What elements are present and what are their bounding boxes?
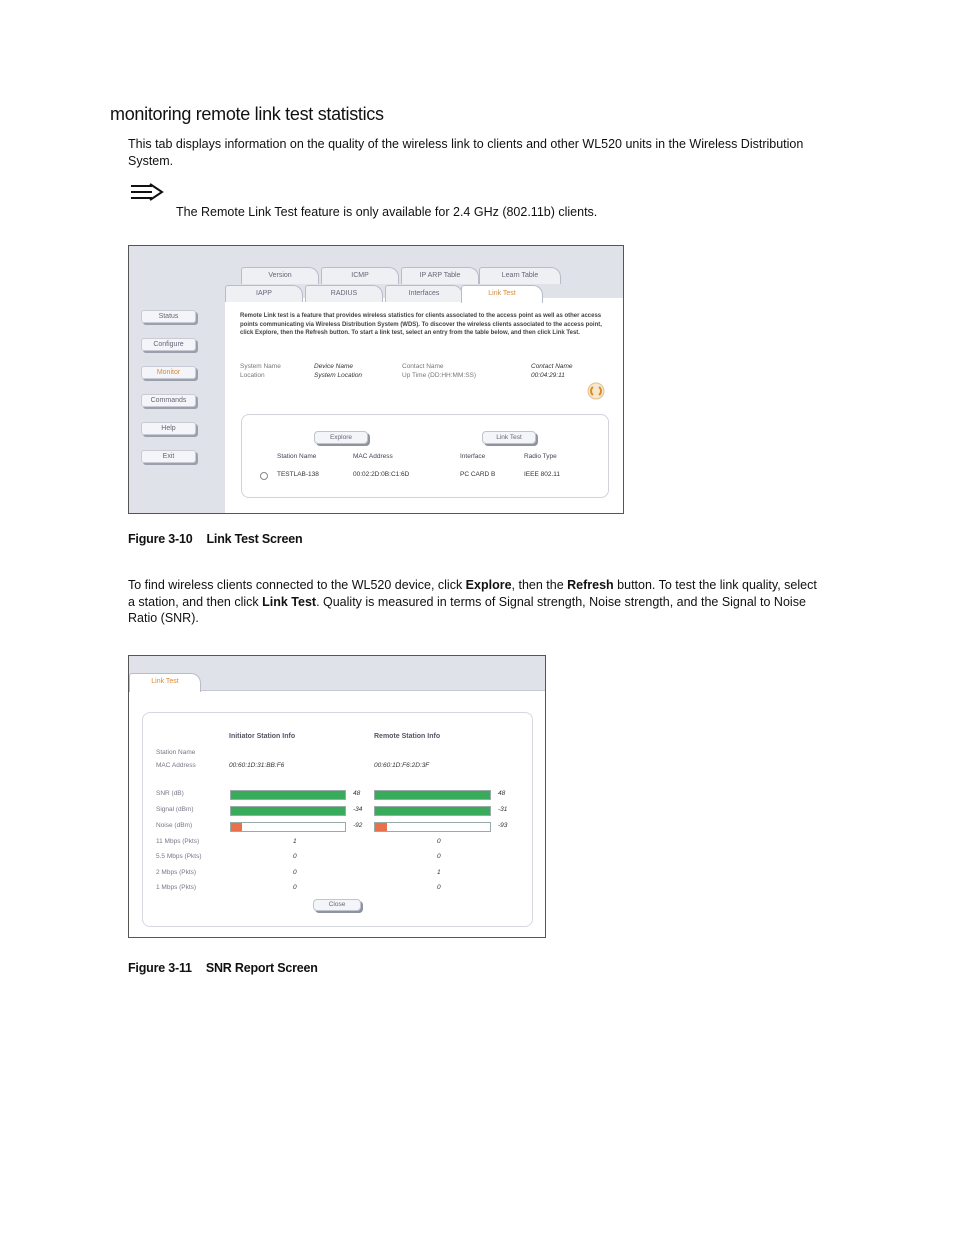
figure-caption-2 bbox=[128, 961, 318, 975]
side-monitor-button[interactable]: Monitor bbox=[141, 366, 196, 379]
initiator-mac: 00:60:1D:31:BB:F6 bbox=[229, 762, 285, 769]
tab-interfaces[interactable]: Interfaces bbox=[385, 285, 463, 302]
contact-name-label: Contact Name bbox=[402, 363, 444, 370]
link-test-description: Remote Link test is a feature that provides wireless statistics for clients associated to the access point as well as other access points communicating via Wireless Distribution System (WDS). To discover the wireless clients associated to the access point, click Explore, then the Refresh button. To start a link test, select an entry from the table below, and then click Link Test. bbox=[240, 313, 602, 336]
initiator-rate-value: 0 bbox=[293, 869, 297, 876]
section-heading: monitoring remote link test statistics bbox=[110, 104, 384, 124]
remote-mac: 00:60:1D:F6:2D:3F bbox=[374, 762, 430, 769]
close-button[interactable]: Close bbox=[313, 899, 361, 911]
contact-name-value: Contact Name bbox=[531, 363, 573, 370]
initiator-rate-value: 1 bbox=[293, 838, 297, 845]
intro-paragraph: This tab displays information on the quality of the wireless link to clients and other WL520 units in the Wireless Distribution System. bbox=[128, 137, 804, 168]
caption-title: SNR Report Screen bbox=[205, 961, 318, 975]
remote-bar bbox=[374, 790, 491, 800]
rate-label: 5.5 Mbps (Pkts) bbox=[156, 853, 202, 860]
metric-label: Noise (dBm) bbox=[156, 822, 193, 829]
tab-radius[interactable]: RADIUS bbox=[305, 285, 383, 302]
rate-label: 2 Mbps (Pkts) bbox=[156, 869, 197, 876]
row-interface: PC CARD B bbox=[460, 471, 496, 478]
rate-label: 1 Mbps (Pkts) bbox=[156, 884, 197, 891]
caption-number: Figure 3-10 bbox=[128, 532, 193, 546]
mac-address-label: MAC Address bbox=[156, 762, 196, 769]
initiator-rate-value: 0 bbox=[293, 853, 297, 860]
row-radio-type: IEEE 802.11 bbox=[524, 471, 561, 478]
link-test-screenshot bbox=[128, 245, 624, 514]
explore-button[interactable]: Explore bbox=[314, 431, 368, 444]
tab-version[interactable]: Version bbox=[241, 267, 319, 284]
side-help-button[interactable]: Help bbox=[141, 422, 196, 435]
initiator-metric-value: -34 bbox=[353, 806, 363, 813]
system-name-label: System Name bbox=[240, 363, 281, 370]
column-station-name: Station Name bbox=[277, 453, 317, 460]
location-label: Location bbox=[240, 372, 265, 379]
station-panel bbox=[241, 414, 609, 498]
link-test-button[interactable]: Link Test bbox=[482, 431, 536, 444]
tab-ip-arp-table[interactable]: IP ARP Table bbox=[401, 267, 479, 284]
caption-number: Figure 3-11 bbox=[128, 961, 192, 975]
tab-iapp[interactable]: IAPP bbox=[225, 285, 303, 302]
initiator-bar bbox=[230, 822, 346, 832]
instructions-paragraph: To find wireless clients connected to the WL520 device, click Explore, then the Refresh button. To test the link quality, select a station, and then click Link Test. Quality is measured in terms of Signal strength, Noise strength, and the Signal to Noise Ratio (SNR). bbox=[128, 578, 817, 625]
metric-label: Signal (dBm) bbox=[156, 806, 194, 813]
uptime-label: Up Time (DD:HH:MM:SS) bbox=[402, 372, 477, 379]
tab-link-test[interactable]: Link Test bbox=[461, 285, 543, 303]
initiator-metric-value: 48 bbox=[353, 790, 361, 797]
uptime-value: 00:04:29:11 bbox=[531, 372, 565, 379]
side-configure-button[interactable]: Configure bbox=[141, 338, 196, 351]
side-exit-button[interactable]: Exit bbox=[141, 450, 196, 463]
remote-metric-value: -93 bbox=[498, 822, 508, 829]
remote-bar bbox=[374, 822, 491, 832]
sidebar-background bbox=[129, 246, 225, 513]
remote-rate-value: 0 bbox=[437, 838, 441, 845]
remote-header: Remote Station Info bbox=[374, 733, 441, 740]
remote-bar bbox=[374, 806, 491, 816]
tab-learn-table[interactable]: Learn Table bbox=[479, 267, 561, 284]
kw-link-test: Link Test bbox=[262, 594, 317, 609]
snr-report-screenshot bbox=[128, 655, 546, 938]
column-interface: Interface bbox=[460, 453, 486, 460]
remote-rate-value: 0 bbox=[437, 853, 441, 860]
tab-link-test-snr[interactable]: Link Test bbox=[129, 673, 201, 692]
rate-label: 11 Mbps (Pkts) bbox=[156, 838, 200, 845]
initiator-header: Initiator Station Info bbox=[229, 733, 296, 740]
initiator-bar bbox=[230, 806, 346, 816]
refresh-icon[interactable] bbox=[587, 382, 605, 400]
side-status-button[interactable]: Status bbox=[141, 310, 196, 323]
kw-refresh: Refresh bbox=[567, 578, 614, 592]
initiator-metric-value: -92 bbox=[353, 822, 363, 829]
station-name-label: Station Name bbox=[156, 749, 196, 756]
initiator-bar bbox=[230, 790, 346, 800]
location-value: System Location bbox=[314, 372, 363, 379]
note-text: The Remote Link Test feature is only available for 2.4 GHz (802.11b) clients. bbox=[176, 205, 598, 219]
tab-icmp[interactable]: ICMP bbox=[321, 267, 399, 284]
note-icon bbox=[130, 183, 164, 201]
column-mac-address: MAC Address bbox=[353, 453, 393, 460]
station-radio[interactable] bbox=[260, 472, 268, 480]
remote-metric-value: 48 bbox=[498, 790, 506, 797]
system-name-value: Device Name bbox=[314, 363, 354, 370]
remote-metric-value: -31 bbox=[498, 806, 508, 813]
kw-explore: Explore bbox=[465, 578, 512, 592]
remote-rate-value: 0 bbox=[437, 884, 441, 891]
row-station-name: TESTLAB-138 bbox=[277, 471, 319, 478]
row-mac-address: 00:02:2D:0B:C1:6D bbox=[353, 471, 410, 478]
caption-title: Link Test Screen bbox=[206, 532, 303, 546]
metric-label: SNR (dB) bbox=[156, 790, 184, 797]
column-radio-type: Radio Type bbox=[524, 453, 557, 460]
side-commands-button[interactable]: Commands bbox=[141, 394, 196, 407]
initiator-rate-value: 0 bbox=[293, 884, 297, 891]
remote-rate-value: 1 bbox=[437, 869, 441, 876]
figure-caption-1 bbox=[128, 532, 302, 546]
snr-panel bbox=[142, 712, 533, 927]
